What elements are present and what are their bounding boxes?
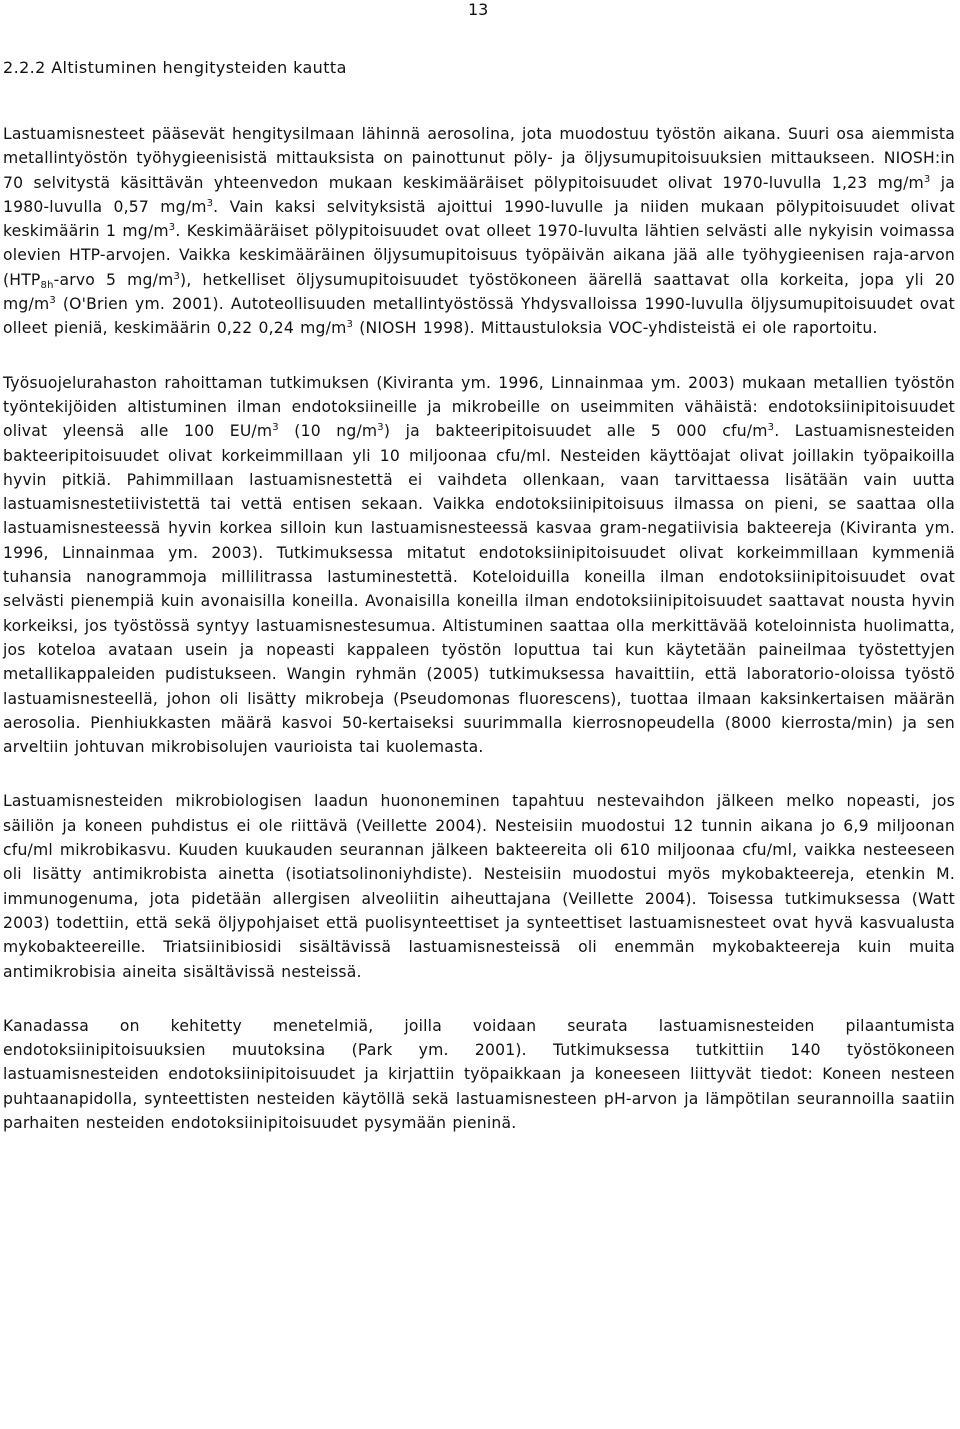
subscript: 8h [40,279,54,291]
superscript: 3 [346,319,354,331]
text-segment: Kanadassa on kehitetty menetelmiä, joilla voidaan seurata lastuamisnesteiden pilaantumista endotoksiinipitoisuuksien muutoksina (Park ym. 2001). Tutkimuksessa tutkittiin 140 työstökoneen lastuamisnesteiden endotoksiinipitoisuudet ja kirjattiin työpaikkaan ja koneeseen liittyvät tiedot: Koneen nesteen puhtaanapidolla, synteettisten nesteiden käytöllä sekä lastuamisnesteen pH-arvon ja lämpötilan seurannoilla saatiin parhaiten nesteiden endotoksiinipitoisuudet pysymään pieninä. [3,1016,955,1132]
superscript: 3 [206,197,214,209]
text-segment: . Lastuamisnesteiden bakteeripitoisuudet olivat korkeimmillaan yli 10 miljoonaa cfu/ml. Nesteiden käyttöajat olivat joillakin työpaikoilla hyvin pitkiä. Pahimmillaan lastuamisnestettä ei vaihdeta ollenkaan, vaan tarvittaessa lisätään vain uutta lastuamisnestetiivistettä tai vettä entisen sekaan. Vaikka endotoksiinipitoisuus ilmassa on pieni, se saattaa olla lastuamisnesteessä hyvin korkea silloin kun lastuamisnesteessä kasvaa gram-negatiivisia bakteereja (Kiviranta ym. 1996, Linnainmaa ym. 2003). Tutkimuksessa mitatut endotoksiinipitoisuudet olivat korkeimmillaan kymmeniä tuhansia nanogrammoja millilitrassa lastuminestettä. Koteloiduilla koneilla ilman endotoksiinipitoisuudet ovat selvästi pienempiä kuin avonaisilla koneilla. Avonaisilla koneilla ilman endotoksiinipitoisuudet saattavat nousta hyvin korkeiksi, jos työstössä syntyy lastuamisnestesumua. Altistuminen saattaa olla merkittävää koteloinnista huolimatta, jos koteloa avataan usein ja nopeasti kappaleen työstön loputtua tai kun käytetään paineilmaa työstettyjen metallikappaleiden pudistukseen. Wangin ryhmän (2005) tutkimuksessa havaittiin, että laboratorio-oloissa työstö lastuamisnesteellä, johon oli lisätty mikrobeja (Pseudomonas fluorescens), tuottaa ilmaan kaksinkertaisen määrän aerosolia. Pienhiukkasten määrä kasvoi 50-kertaiseksi suurimmalla kierrosnopeudella (8000 kierrosta/min) ja sen arveltiin johtuvan mikrobisolujen vaurioista tai kuolemasta. [3,422,955,757]
superscript: 3 [49,295,56,307]
text-segment: . Keskimääräiset pölypitoisuudet ovat olleet 1970-luvulta lähtien selvästi alle nykyisin voimassa olevien HTP-arvojen. Vaikka keskimääräinen öljysumupitoisuus työpäivän aikana jää alle työhygieenisen raja-arvon (HTP [3,222,955,289]
paragraph-monitoring-methods [3,1014,955,1135]
text-segment: (10 ng/m [278,422,378,441]
superscript: 3 [168,222,176,234]
text-segment: ) ja bakteeripitoisuudet alle 5 000 cfu/m [383,422,768,441]
superscript: 3 [767,422,775,434]
text-segment: (NIOSH 1998). Mittaustuloksia VOC-yhdisteistä ei ole raportoitu. [353,319,878,338]
text-segment: Työsuojelurahaston rahoittaman tutkimuksen (Kiviranta ym. 1996, Linnainmaa ym. 2003) mukaan metallien työstön työntekijöiden altistuminen ilman endotoksiineille ja mikrobeille on useimmiten vähäistä: endotoksiinipitoisuudet olivat yleensä alle 100 EU/m [3,373,955,441]
document-body [3,122,955,1165]
paragraph-endotoxin-microbes [3,371,955,760]
page-number: 13 [468,0,489,19]
superscript: 3 [173,270,181,282]
text-segment: ), hetkelliset öljysumupitoisuudet työstökoneen äärellä saattavat olla korkeita, jopa yli 20 mg/m [3,270,955,314]
superscript: 3 [923,173,931,185]
text-segment: . Vain kaksi selvityksistä ajoittui 1990-luvulle ja niiden mukaan pölypitoisuudet olivat keskimäärin 1 mg/m [3,197,955,241]
text-segment: (O'Brien ym. 2001). Autoteollisuuden metallintyöstössä Yhdysvalloissa 1990-luvulla öljysumupitoisuudet ovat olleet pieniä, keskimäärin 0,22 0,24 mg/m [3,295,955,338]
superscript: 3 [272,422,279,434]
superscript: 3 [377,422,384,434]
text-segment: -arvo 5 mg/m [53,270,174,289]
paragraph-microbiological-quality [3,789,955,983]
section-heading: 2.2.2 Altistuminen hengitysteiden kautta [3,58,347,77]
text-segment: Lastuamisnesteiden mikrobiologisen laadun huononeminen tapahtuu nestevaihdon jälkeen melko nopeasti, jos säiliön ja koneen puhdistus ei ole riittävä (Veillette 2004). Nesteisiin muodostui 12 tunnin aikana jo 6,9 miljoonan cfu/ml mikrobikasvu. Kuuden kuukauden seurannan jälkeen bakteereita oli 610 miljoonaa cfu/ml, vaikka nesteeseen oli lisätty antimikrobista ainetta (isotiatsolinoniyhdiste). Nesteisiin muodostui myös mykobakteereja, etenkin M. immunogenuma, jota pidetään allergisen alveoliitin aiheuttajana (Veillette 2004). Toisessa tutkimuksessa (Watt 2003) todettiin, että sekä öljypohjaiset että puolisynteettiset ja synteettiset lastuamisnesteet ovat hyvä kasvualusta mykobakteereille. Triatsiinibiosidi sisältävissä lastuamisnesteissä oli enemmän mykobakteereja kuin muita antimikrobisia aineita sisältävissä nesteissä. [3,792,955,981]
paragraph-inhalation-exposure [3,122,955,341]
text-segment: Lastuamisnesteet pääsevät hengitysilmaan lähinnä aerosolina, jota muodostuu työstön aikana. Suuri osa aiemmista metallintyöstön työhygieenisistä mittauksista on painottunut pöly- ja öljysumupitoisuuksien mittaukseen. NIOSH:in 70 selvitystä käsittävän yhteenvedon mukaan keskimääräiset pölypitoisuudet olivat 1970-luvulla 1,23 mg/m [3,125,955,192]
text-segment: ja 1980-luvulla 0,57 mg/m [3,173,955,216]
